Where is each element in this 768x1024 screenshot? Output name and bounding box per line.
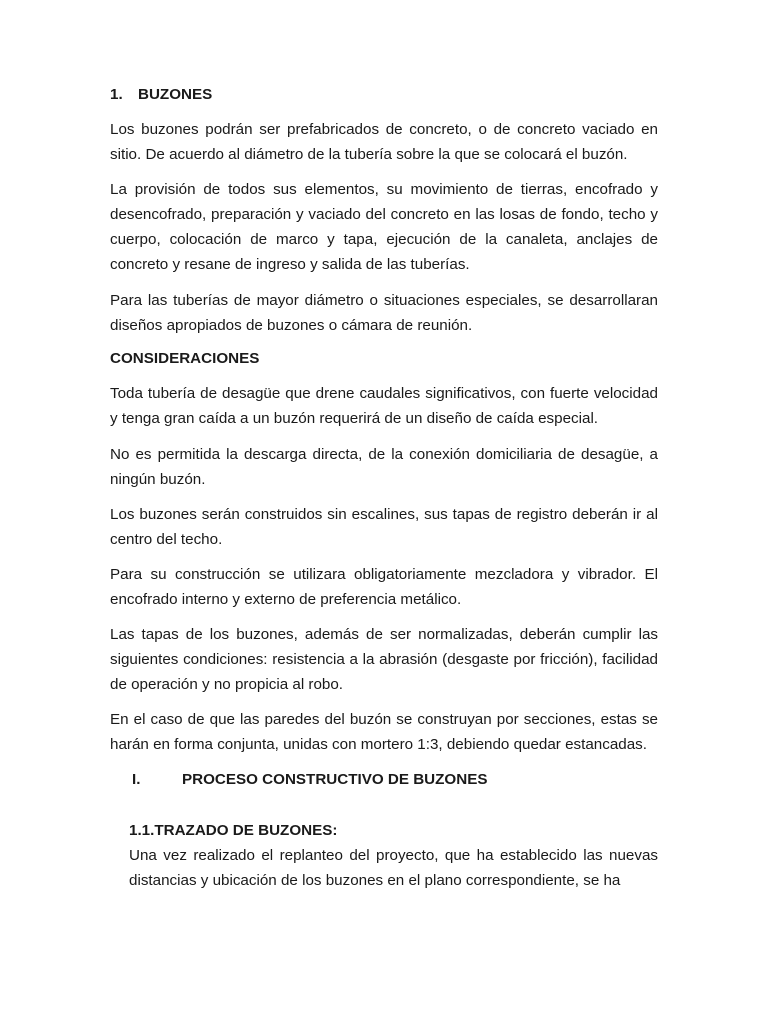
heading-trazado bbox=[129, 821, 658, 841]
section-number: 1. bbox=[110, 86, 123, 103]
paragraph-mezcladora: Para su construcción se utilizara obligatoriamente mezcladora y vibrador. El encofrado interno y externo de preferencia metálico. bbox=[110, 566, 658, 608]
paragraph-descarga-directa: No es permitida la descarga directa, de la conexión domiciliaria de desagüe, a ningún buzón. bbox=[110, 446, 658, 488]
section-title: BUZONES bbox=[138, 86, 213, 103]
heading-proceso-constructivo bbox=[132, 770, 658, 790]
roman-numeral: I. bbox=[132, 771, 141, 788]
paragraph-paredes: En el caso de que las paredes del buzón se construyan por secciones, estas se harán en forma conjunta, unidas con mortero 1:3, debiendo quedar estancadas. bbox=[110, 711, 658, 753]
heading-consideraciones: CONSIDERACIONES bbox=[110, 350, 260, 367]
paragraph-buzones-intro: Los buzones podrán ser prefabricados de concreto, o de concreto vaciado en sitio. De acuerdo al diámetro de la tubería sobre la que se colocará el buzón. bbox=[110, 121, 658, 163]
paragraph-trazado: Una vez realizado el replanteo del proyecto, que ha establecido las nuevas distancias y ubicación de los buzones en el plano correspondiente, se ha bbox=[129, 847, 658, 889]
paragraph-escalines: Los buzones serán construidos sin escalines, sus tapas de registro deberán ir al centro del techo. bbox=[110, 506, 658, 548]
paragraph-tuberia-desague: Toda tubería de desagüe que drene caudales significativos, con fuerte velocidad y tenga gran caída a un buzón requerirá de un diseño de caída especial. bbox=[110, 385, 658, 427]
paragraph-tapas: Las tapas de los buzones, además de ser normalizadas, deberán cumplir las siguientes condiciones: resistencia a la abrasión (desgaste por fricción), facilidad de operación y no propicia al robo. bbox=[110, 626, 658, 693]
paragraph-provision: La provisión de todos sus elementos, su movimiento de tierras, encofrado y desencofrado, preparación y vaciado del concreto en las losas de fondo, techo y cuerpo, colocación de marco y tapa, ejecución de la canaleta, anclajes de concreto y resane de ingreso y salida de las tuberías. bbox=[110, 181, 658, 273]
subsection-number: 1.1. bbox=[129, 822, 155, 839]
section-heading-buzones bbox=[110, 85, 658, 105]
paragraph-mayor-diametro: Para las tuberías de mayor diámetro o situaciones especiales, se desarrollaran diseños apropiados de buzones o cámara de reunión. bbox=[110, 292, 658, 334]
proceso-title: PROCESO CONSTRUCTIVO DE BUZONES bbox=[182, 771, 488, 788]
subsection-title: TRAZADO DE BUZONES: bbox=[154, 822, 338, 839]
